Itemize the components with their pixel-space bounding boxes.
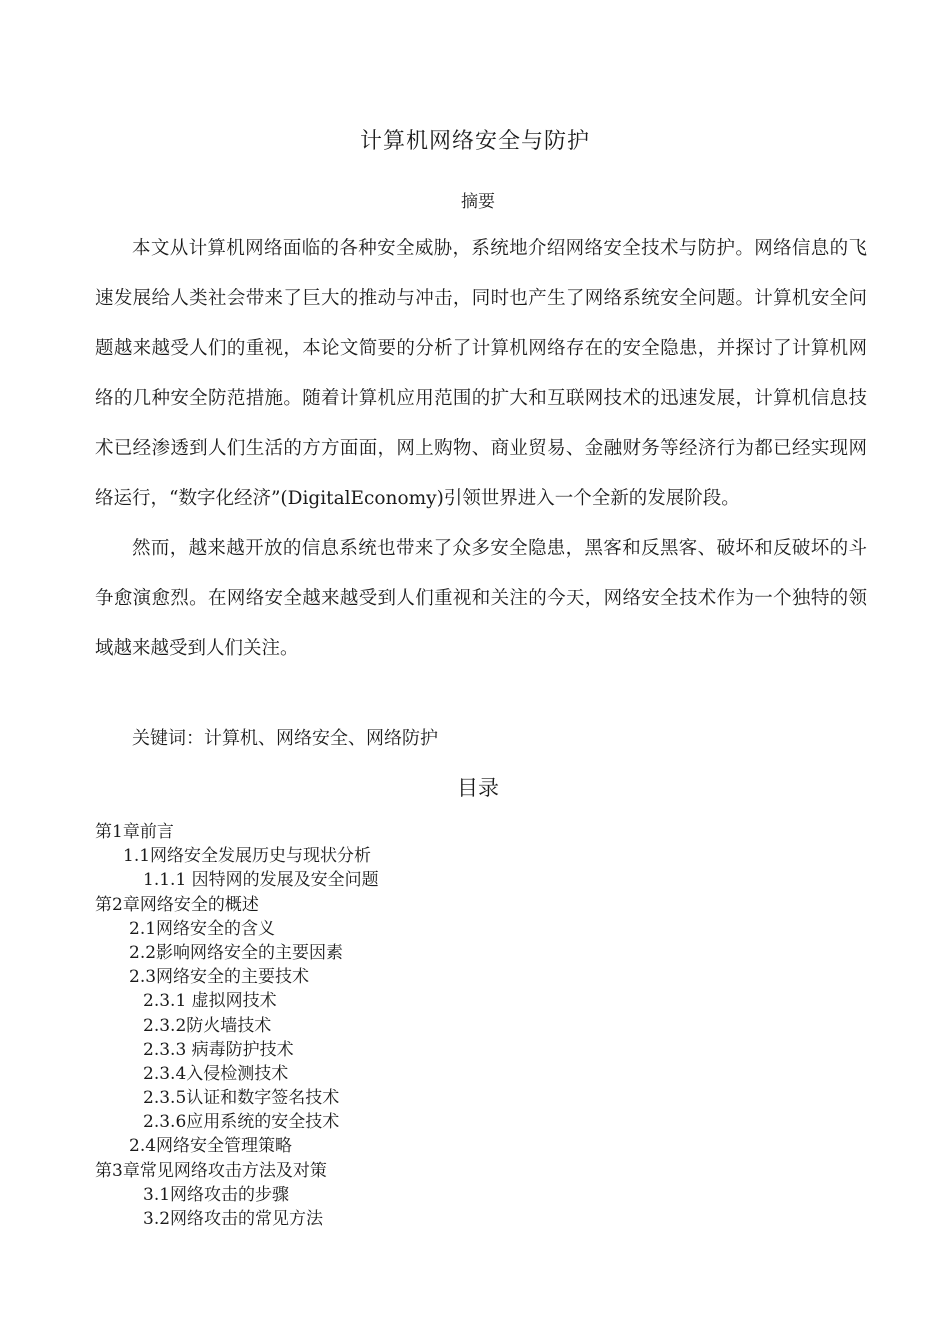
toc-entry-section[interactable]: 3.2网络攻击的常见方法 <box>143 1209 324 1229</box>
toc-entry-subsection[interactable]: 1.1.1 因特网的发展及安全问题 <box>143 870 379 891</box>
document-title: 计算机网络安全与防护 <box>359 129 590 154</box>
toc-entry-subsection[interactable]: 2.3.1 虚拟网技术 <box>143 991 277 1012</box>
toc-entry-section[interactable]: 1.1网络安全发展历史与现状分析 <box>123 846 372 867</box>
toc-entry-subsection[interactable]: 2.3.4入侵检测技术 <box>143 1063 289 1084</box>
toc-entry-section[interactable]: 2.1网络安全的含义 <box>129 918 276 939</box>
toc-entry-subsection[interactable]: 2.3.3 病毒防护技术 <box>143 1039 294 1060</box>
toc-entry-section[interactable]: 2.3网络安全的主要技术 <box>129 967 310 988</box>
toc-entry-section[interactable]: 2.4网络安全管理策略 <box>129 1136 293 1157</box>
toc-entry-subsection[interactable]: 2.3.6应用系统的安全技术 <box>143 1112 340 1133</box>
abstract-heading: 摘要 <box>461 192 495 212</box>
toc-heading: 目录 <box>457 776 499 800</box>
toc-entry-chapter[interactable]: 第3章常见网络攻击方法及对策 <box>95 1160 327 1181</box>
toc-entry-section[interactable]: 2.2影响网络安全的主要因素 <box>129 942 344 963</box>
toc-entry-chapter[interactable]: 第2章网络安全的概述 <box>95 894 259 915</box>
toc-entry-section[interactable]: 3.1网络攻击的步骤 <box>143 1184 290 1205</box>
keywords-line: 关键词：计算机、网络安全、网络防护 <box>132 728 438 749</box>
table-of-contents <box>95 820 795 1231</box>
abstract-paragraph: 然而，越来越开放的信息系统也带来了众多安全隐患，黑客和反黑客、破坏和反破坏的斗争愈演愈烈。在网络安全越来越受到人们重视和关注的今天，网络安全技术作为一个独特的领域越来越受到人们关注。 <box>95 538 867 659</box>
abstract-paragraph: 本文从计算机网络面临的各种安全威胁，系统地介绍网络安全技术与防护。网络信息的飞速发展给人类社会带来了巨大的推动与冲击，同时也产生了网络系统安全问题。计算机安全问题越来越受人们的重视，本论文简要的分析了计算机网络存在的安全隐患，并探讨了计算机网络的几种安全防范措施。随着计算机应用范围的扩大和互联网技术的迅速发展，计算机信息技术已经渗透到人们生活的方方面面，网上购物、商业贸易、金融财务等经济行为都已经实现网络运行，“数字化经济”(DigitalEconomy)引领世界进入一个全新的发展阶段。 <box>95 238 867 509</box>
toc-entry-subsection[interactable]: 2.3.5认证和数字签名技术 <box>143 1088 340 1109</box>
toc-entry-chapter[interactable]: 第1章前言 <box>95 822 174 842</box>
toc-entry-subsection[interactable]: 2.3.2防火墙技术 <box>143 1015 272 1036</box>
abstract-body <box>95 224 867 674</box>
